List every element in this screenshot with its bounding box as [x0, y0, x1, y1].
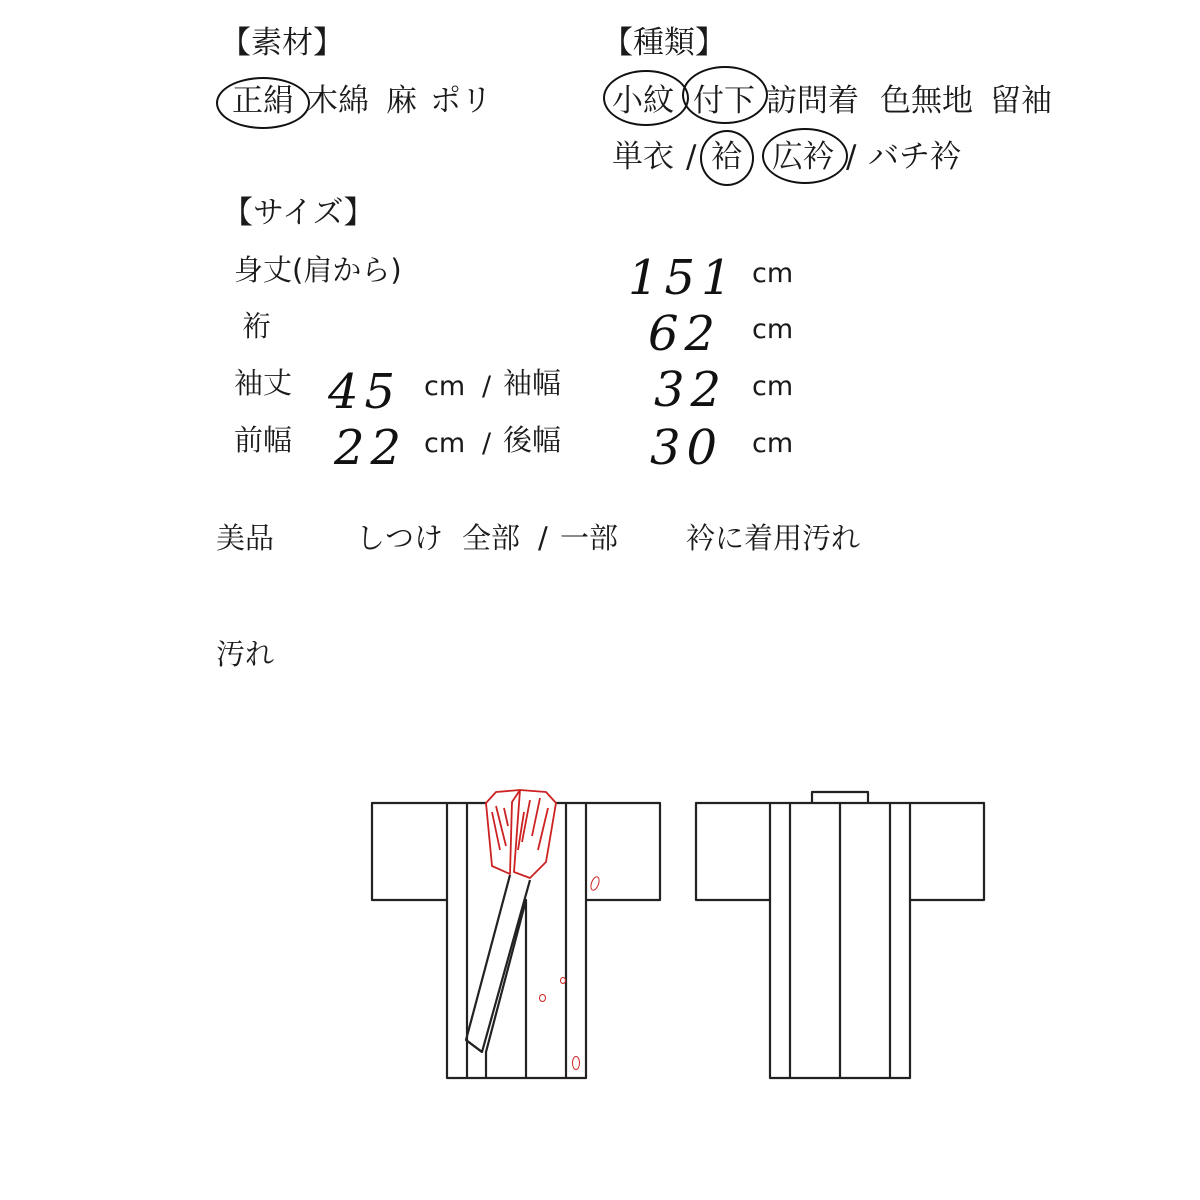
- condition-beauty: 美品: [216, 521, 275, 555]
- mae-haba-unit: cm: [424, 428, 466, 459]
- type-tsukesage: 付下: [693, 83, 755, 119]
- material-option-cotton: 木綿: [307, 83, 369, 119]
- type-iromuji: 色無地: [880, 83, 973, 119]
- size-header: 【サイズ】: [222, 195, 375, 231]
- mae-haba-value: 22: [334, 420, 408, 476]
- height-unit: cm: [752, 258, 794, 289]
- yuki-label: 裄: [242, 309, 272, 343]
- type-komon: 小紋: [612, 83, 674, 119]
- sode-take-label: 袖丈: [234, 366, 293, 400]
- sode-haba-unit: cm: [752, 371, 794, 402]
- front-okumi: [486, 900, 526, 1078]
- type-bachieri: バチ衿: [868, 139, 961, 175]
- condition-shitsuke-part: 一部: [560, 521, 619, 555]
- stain-label: 汚れ: [216, 637, 275, 671]
- material-option-silk: 正絹: [232, 83, 294, 119]
- type-awase: 袷: [711, 139, 742, 175]
- front-collar-strip: [466, 875, 530, 1052]
- mae-haba-label: 前幅: [234, 423, 293, 457]
- type-separator: /: [686, 139, 697, 175]
- yuki-unit: cm: [752, 314, 794, 345]
- type-houmongi: 訪問着: [766, 83, 859, 119]
- size-separator: /: [482, 371, 492, 402]
- condition-shitsuke: しつけ: [356, 521, 444, 555]
- type-tomesode: 留袖: [990, 83, 1052, 119]
- yuki-value: 62: [648, 306, 722, 362]
- type-header: 【種類】: [602, 25, 726, 61]
- type-hiroeri: 広衿: [772, 139, 834, 175]
- stain-mark: [560, 977, 566, 984]
- ushiro-haba-label: 後幅: [503, 423, 562, 457]
- type-hitoe: 単衣: [612, 139, 674, 175]
- condition-shitsuke-all: 全部: [462, 521, 521, 555]
- sode-take-unit: cm: [424, 371, 466, 402]
- material-header: 【素材】: [220, 25, 344, 61]
- ushiro-haba-value: 30: [650, 420, 724, 476]
- size-separator: /: [482, 428, 492, 459]
- type-separator: /: [846, 139, 857, 175]
- stain-mark: [539, 994, 546, 1002]
- height-value: 151: [628, 250, 738, 306]
- front-left-sleeve: [372, 803, 447, 900]
- sode-take-value: 45: [328, 364, 402, 420]
- back-collar: [812, 792, 868, 803]
- condition-separator: /: [538, 521, 548, 555]
- condition-note: 衿に着用汚れ: [686, 521, 861, 555]
- height-label: 身丈(肩から): [234, 253, 402, 287]
- sode-haba-value: 32: [654, 362, 728, 418]
- sode-haba-label: 袖幅: [503, 366, 562, 400]
- material-option-poly: ポリ: [430, 83, 492, 119]
- back-right-sleeve: [910, 803, 984, 900]
- material-option-hemp: 麻: [386, 83, 417, 119]
- ushiro-haba-unit: cm: [752, 428, 794, 459]
- stain-mark: [572, 1056, 580, 1070]
- back-left-sleeve: [696, 803, 770, 900]
